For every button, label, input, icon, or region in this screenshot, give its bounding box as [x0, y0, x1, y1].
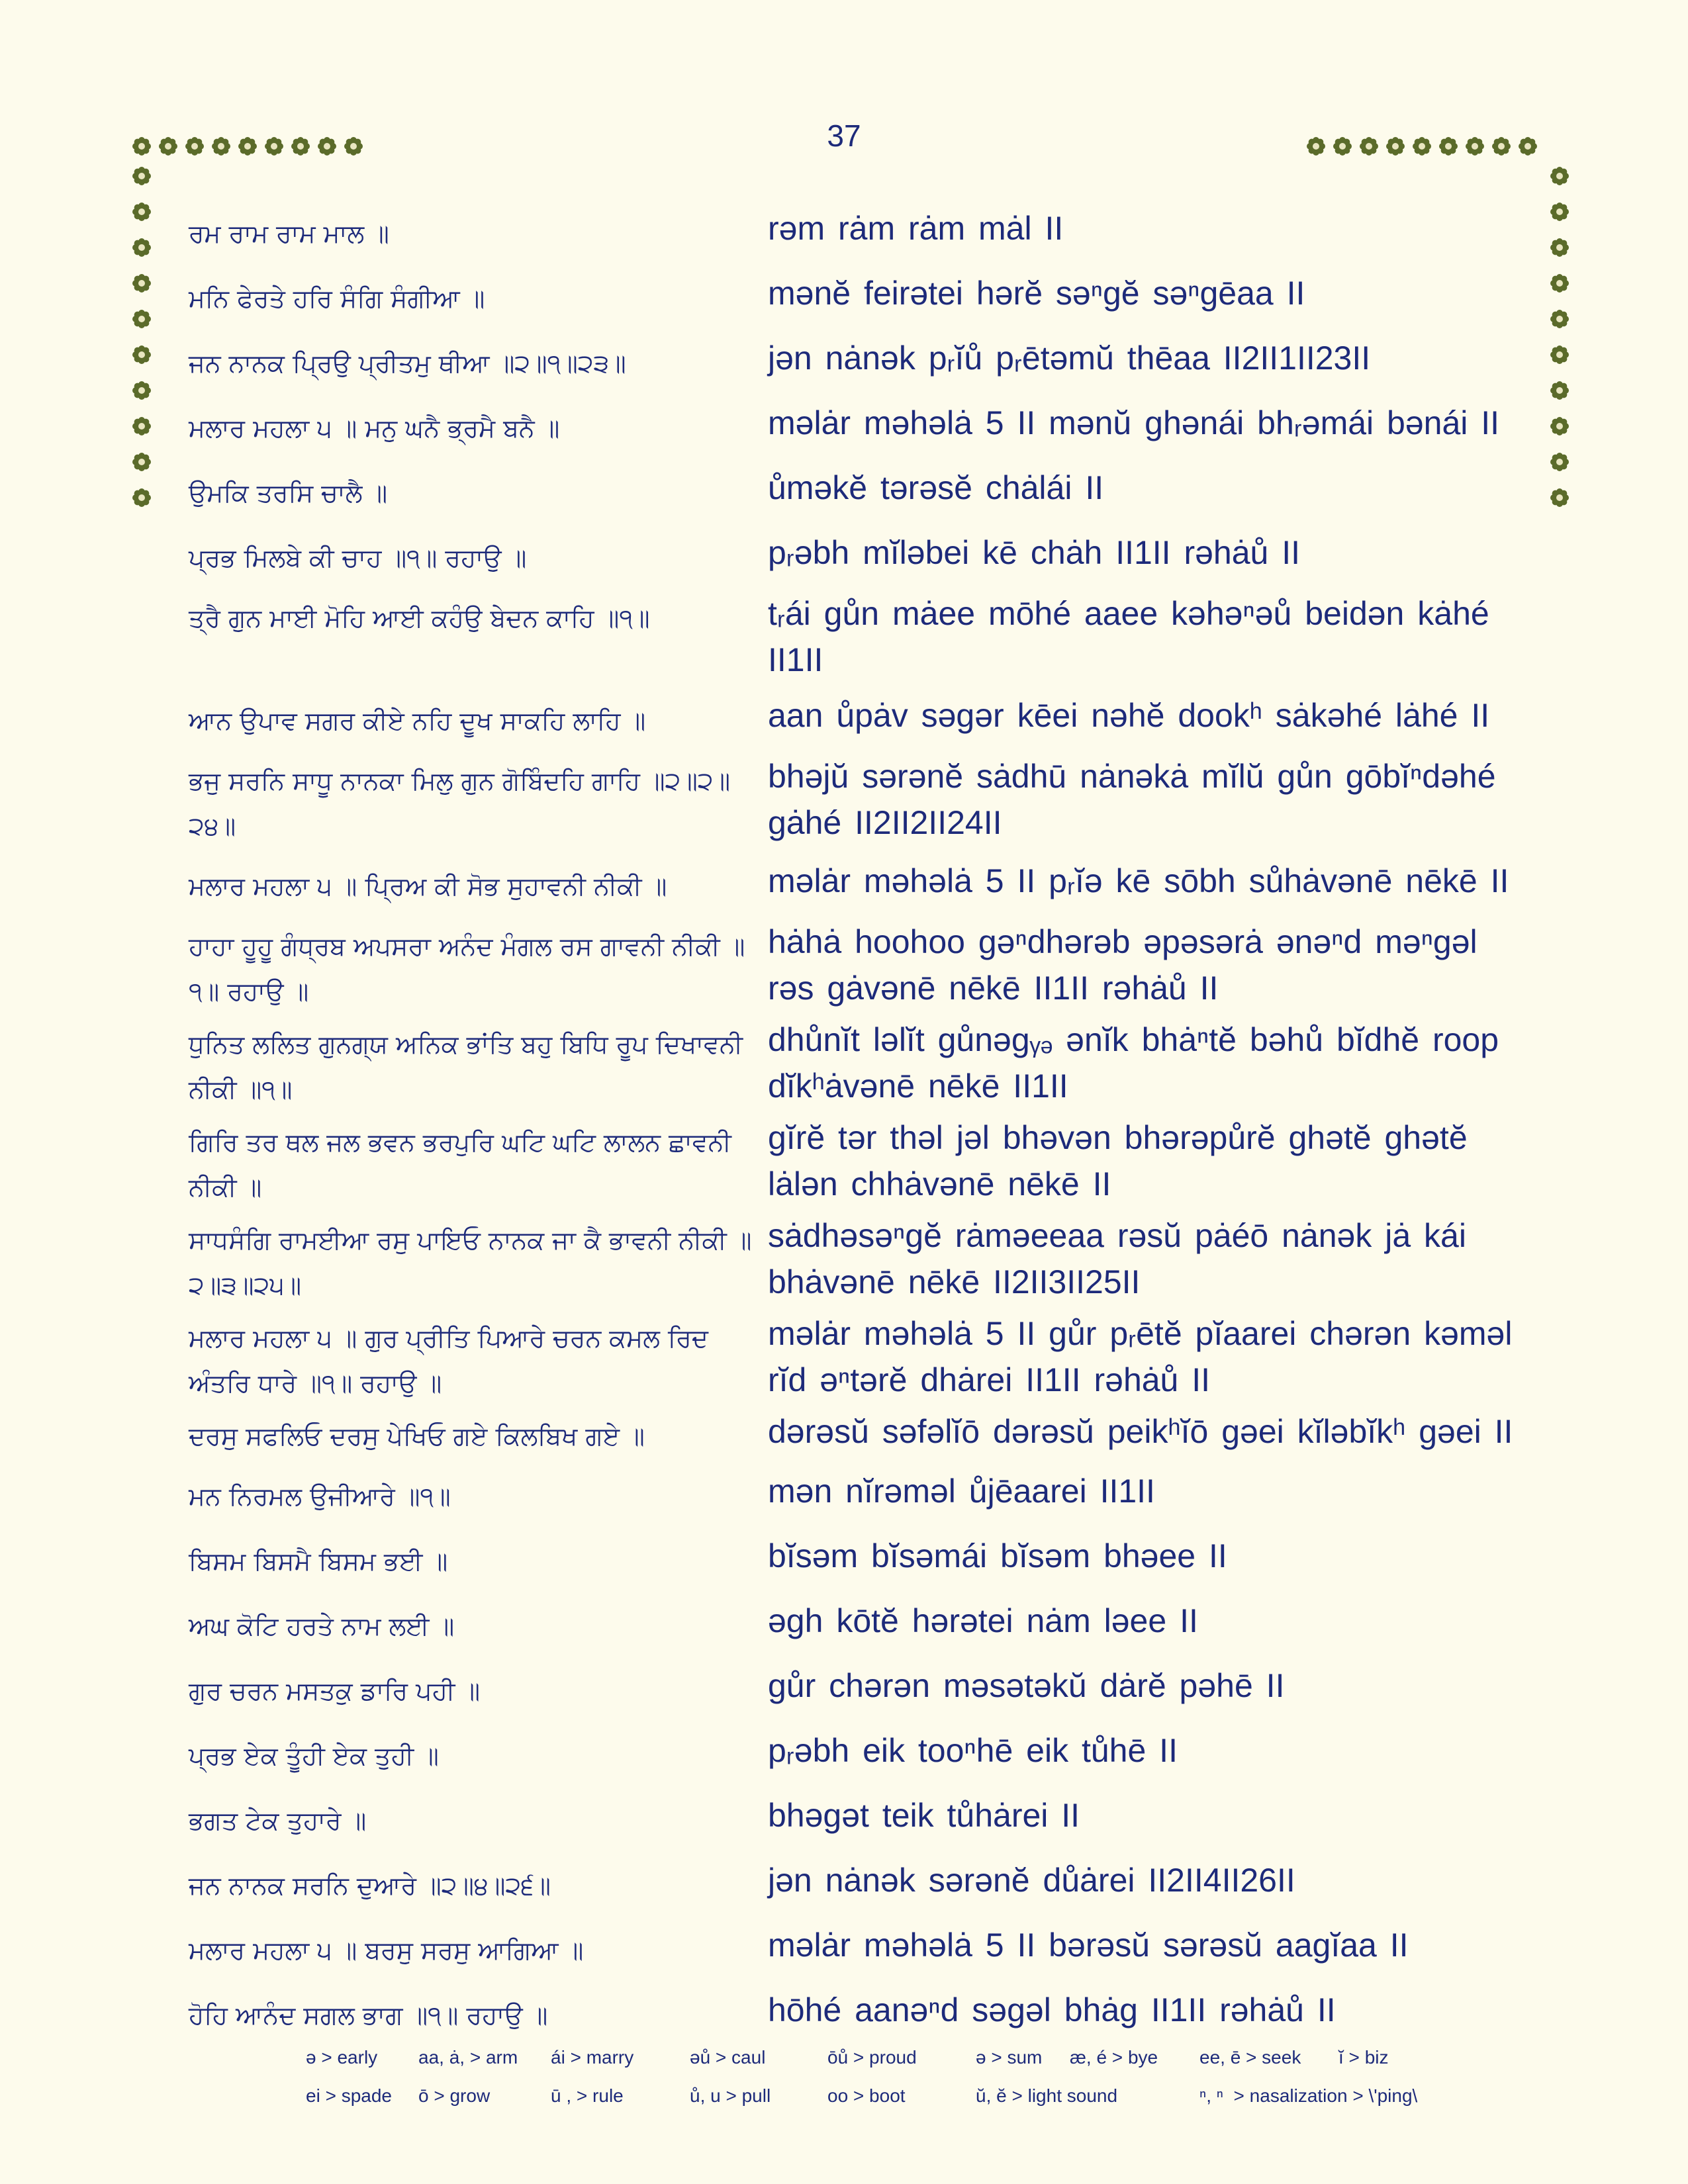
transliteration-text: mənĕ feirətei hərĕ səⁿgĕ səⁿgēaa II	[768, 275, 1305, 312]
transliteration-text: rəm rȧm rȧm mȧl II	[768, 210, 1064, 247]
verse-row	[189, 1212, 1526, 1308]
verse-row	[189, 851, 1526, 916]
verse-row	[189, 1310, 1526, 1406]
verse-row	[189, 1786, 1526, 1850]
flower-ornament-icon	[131, 201, 152, 222]
legend-row	[306, 2038, 1497, 2077]
verse-row	[189, 590, 1526, 683]
flower-ornament-icon	[131, 273, 152, 294]
verse-row	[189, 263, 1526, 328]
flower-ornament-icon	[1358, 136, 1380, 157]
verse-row	[189, 1980, 1526, 2045]
legend-item: æ, é > bye	[1070, 2047, 1158, 2068]
transliteration-text: gůr chərən məsətəkŭ dȧrĕ pəhē II	[768, 1667, 1285, 1704]
transliteration-text: gĭrĕ tər thəl jəl bhəvən bhərəpůrĕ ghətĕ ghətĕ lȧlən chhȧvənē nēkē II	[768, 1119, 1468, 1203]
gurmukhi-text: ਭਜੁ ਸਰਨਿ ਸਾਧੂ ਨਾਨਕਾ ਮਿਲੁ ਗੁਨ ਗੋਬਿੰਦਹਿ ਗਾਹਿ ॥੨॥੨॥੨੪॥	[189, 766, 731, 841]
transliteration-text: bhəgət teik tůhȧrei II	[768, 1797, 1080, 1834]
verse-row	[189, 1721, 1526, 1786]
gurmukhi-text: ਰਮ ਰਾਮ ਰਾਮ ਮਾਲ ॥	[189, 219, 389, 248]
gurmukhi-text: ਤ੍ਰੈ ਗੁਨ ਮਾਈ ਮੋਹਿ ਆਈ ਕਹੰਉ ਬੇਦਨ ਕਾਹਿ ॥੧॥	[189, 604, 650, 633]
transliteration-text: sȧdhəsəⁿgĕ rȧməeeaa rəsŭ pȧéō nȧnək jȧ kái bhȧvənē nēkē II2II3II25II	[768, 1217, 1466, 1300]
legend-item: ee, ē > seek	[1199, 2047, 1301, 2068]
transliteration-text: məlȧr məhəlȧ 5 II mənŭ ghənái bhᵣəmái bənái II	[768, 404, 1500, 441]
verse-row	[189, 1656, 1526, 1721]
legend-item: aa, ȧ, > arm	[418, 2047, 518, 2068]
gurmukhi-text: ਪ੍ਰਭ ਮਿਲਬੇ ਕੀ ਚਾਹ ॥੧॥ ਰਹਾਉ ॥	[189, 543, 527, 572]
verse-row	[189, 1591, 1526, 1656]
gurmukhi-text: ਮਲਾਰ ਮਹਲਾ ੫ ॥ ਗੁਰ ਪ੍ਰੀਤਿ ਪਿਆਰੇ ਚਰਨ ਕਮਲ ਰਿਦ ਅੰਤਰਿ ਧਾਰੇ ॥੧॥ ਰਹਾਉ ॥	[189, 1324, 708, 1398]
legend-item: ū , > rule	[551, 2085, 624, 2106]
flower-ornament-icon	[316, 136, 338, 157]
flower-ornament-icon	[237, 136, 258, 157]
flower-ornament-icon	[184, 136, 205, 157]
pronunciation-legend	[306, 2038, 1497, 2115]
flower-ornament-icon	[1549, 487, 1570, 508]
flower-ornament-icon	[1517, 136, 1538, 157]
verse-row	[189, 753, 1526, 848]
transliteration-text: dhůnĭt ləlĭt gůnəgᵧₔ ənĭk bhȧⁿtĕ bəhů bĭdhĕ roop dĭkʰȧvənē nēkē II1II	[768, 1021, 1499, 1105]
legend-item: ái > marry	[551, 2047, 634, 2068]
flower-ornament-icon	[131, 165, 152, 187]
legend-item: əů > caul	[690, 2047, 766, 2068]
legend-item: ə > sum	[976, 2047, 1043, 2068]
gurmukhi-text: ਗੁਰ ਚਰਨ ਮਸਤਕੁ ਡਾਰਿ ਪਹੀ ॥	[189, 1676, 481, 1706]
gurmukhi-text: ਆਨ ਉਪਾਵ ਸਗਰ ਕੀਏ ਨਹਿ ਦੂਖ ਸਾਕਹਿ ਲਾਹਿ ॥	[189, 706, 646, 735]
verse-row	[189, 393, 1526, 458]
left-flower-border	[131, 165, 152, 508]
gurmukhi-text: ਪ੍ਰਭ ਏਕ ਤੂੰਹੀ ਏਕ ਤੁਹੀ ॥	[189, 1741, 439, 1770]
gurmukhi-text: ਅਘ ਕੋਟਿ ਹਰਤੇ ਨਾਮ ਲਈ ॥	[189, 1612, 455, 1641]
transliteration-text: jən nȧnək pᵣĭů pᵣētəmŭ thēaa II2II1II23II	[768, 340, 1371, 377]
legend-item: oo > boot	[827, 2085, 906, 2106]
gurmukhi-text: ਉਮਕਿ ਤਰਸਿ ਚਾਲੈ ॥	[189, 478, 388, 508]
gurmukhi-text: ਹਾਹਾ ਹੂਹੂ ਗੰਧ੍ਰਬ ਅਪਸਰਾ ਅਨੰਦ ਮੰਗਲ ਰਸ ਗਾਵਨੀ ਨੀਕੀ ॥੧॥ ਰਹਾਉ ॥	[189, 932, 745, 1006]
flower-ornament-icon	[1549, 201, 1570, 222]
transliteration-text: pᵣəbh eik tooⁿhē eik tůhē II	[768, 1732, 1178, 1769]
flower-ornament-icon	[263, 136, 285, 157]
gurmukhi-text: ਮਲਾਰ ਮਹਲਾ ੫ ॥ ਬਰਸੁ ਸਰਸੁ ਆਗਿਆ ॥	[189, 1936, 584, 1965]
flower-ornament-icon	[1549, 416, 1570, 437]
flower-ornament-icon	[1549, 237, 1570, 258]
verse-row	[189, 199, 1526, 263]
flower-ornament-icon	[131, 308, 152, 330]
transliteration-text: məlȧr məhəlȧ 5 II pᵣĭə kē sōbh sůhȧvənē nēkē II	[768, 862, 1509, 899]
verse-row	[189, 328, 1526, 393]
transliteration-text: hȧhȧ hoohoo gəⁿdhərəb əpəsərȧ ənəⁿd məⁿgəl rəs gȧvənē nēkē II1II rəhȧů II	[768, 923, 1477, 1007]
gurmukhi-text: ਮਨਿ ਫੇਰਤੇ ਹਰਿ ਸੰਗਿ ਸੰਗੀਆ ॥	[189, 284, 485, 313]
gurmukhi-text: ਗਿਰਿ ਤਰ ਥਲ ਜਲ ਭਵਨ ਭਰਪੁਰਿ ਘਟਿ ਘਟਿ ਲਾਲਨ ਛਾਵਨੀ ਨੀਕੀ ॥	[189, 1128, 731, 1202]
flower-ornament-icon	[1549, 380, 1570, 401]
verse-row	[189, 1408, 1526, 1459]
transliteration-text: bĭsəm bĭsəmái bĭsəm bhəee II	[768, 1537, 1227, 1574]
gurmukhi-text: ਹੋਹਿ ਆਨੰਦ ਸਗਲ ਭਾਗ ॥੧॥ ਰਹਾਉ ॥	[189, 2001, 548, 2030]
transliteration-text: jən nȧnək sərənĕ důȧrei II2II4II26II	[768, 1862, 1295, 1899]
flower-ornament-icon	[1549, 344, 1570, 365]
flower-ornament-icon	[1491, 136, 1512, 157]
transliteration-text: ůməkĕ tərəsĕ chȧlái II	[768, 469, 1104, 506]
verse-row	[189, 919, 1526, 1014]
flower-ornament-icon	[1411, 136, 1432, 157]
verse-row	[189, 1526, 1526, 1591]
legend-item: ōů > proud	[827, 2047, 917, 2068]
flower-ornament-icon	[131, 237, 152, 258]
flower-ornament-icon	[1549, 273, 1570, 294]
flower-ornament-icon	[131, 451, 152, 473]
transliteration-text: məlȧr məhəlȧ 5 II gůr pᵣētĕ pĭaarei chərən kəməl rĭd əⁿtərĕ dhȧrei II1II rəhȧů II	[768, 1315, 1513, 1398]
transliteration-text: mən nĭrəməl ůjēaarei II1II	[768, 1473, 1155, 1510]
gurmukhi-text: ਮਲਾਰ ਮਹਲਾ ੫ ॥ ਮਨੁ ਘਨੈ ਭ੍ਰਮੈ ਬਨੈ ॥	[189, 414, 560, 443]
transliteration-text: bhəjŭ sərənĕ sȧdhū nȧnəkȧ mĭlŭ gůn gōbĭⁿdəhé gȧhé II2II2II24II	[768, 758, 1496, 841]
top-right-flower-border	[1305, 136, 1538, 157]
gurmukhi-text: ਬਿਸਮ ਬਿਸਮੈ ਬਿਸਮ ਭਈ ॥	[189, 1547, 448, 1576]
transliteration-text: tᵣái gůn mȧee mōhé aaee kəhəⁿəů beidən kȧhé II1II	[768, 595, 1489, 678]
flower-ornament-icon	[131, 136, 152, 157]
right-flower-border	[1549, 165, 1570, 508]
transliteration-text: əgh kōtĕ hərətei nȧm ləee II	[768, 1602, 1198, 1639]
flower-ornament-icon	[1385, 136, 1406, 157]
legend-item: ə > early	[306, 2047, 378, 2068]
verse-row	[189, 1850, 1526, 1915]
verse-row	[189, 523, 1526, 588]
flower-ornament-icon	[131, 487, 152, 508]
flower-ornament-icon	[131, 416, 152, 437]
flower-ornament-icon	[290, 136, 311, 157]
top-left-flower-border	[131, 136, 364, 157]
verse-row	[189, 1461, 1526, 1526]
flower-ornament-icon	[1438, 136, 1459, 157]
legend-item: ō > grow	[418, 2085, 491, 2106]
gurmukhi-text: ਜਨ ਨਾਨਕ ਸਰਨਿ ਦੁਆਰੇ ॥੨॥੪॥੨੬॥	[189, 1871, 551, 1900]
verse-row	[189, 1017, 1526, 1112]
flower-ornament-icon	[1464, 136, 1485, 157]
gurmukhi-text: ਮਨ ਨਿਰਮਲ ਉਜੀਆਰੇ ॥੧॥	[189, 1482, 451, 1511]
legend-item: ŭ, ĕ > light sound	[976, 2085, 1118, 2106]
flower-ornament-icon	[1549, 165, 1570, 187]
gurmukhi-text: ਦਰਸੁ ਸਫਲਿਓ ਦਰਸੁ ਪੇਖਿਓ ਗਏ ਕਿਲਬਿਖ ਗਏ ॥	[189, 1422, 645, 1451]
gurmukhi-text: ਜਨ ਨਾਨਕ ਪ੍ਰਿਉ ਪ੍ਰੀਤਮੁ ਥੀਆ ॥੨॥੧॥੨੩॥	[189, 349, 626, 378]
verse-row	[189, 1915, 1526, 1980]
legend-item: ei > spade	[306, 2085, 392, 2106]
transliteration-text: aan ůpȧv səgər kēei nəhĕ dookʰ sȧkəhé lȧhé II	[768, 697, 1490, 734]
gurmukhi-text: ਭਗਤ ਟੇਕ ਤੁਹਾਰੇ ॥	[189, 1806, 367, 1835]
transliteration-text: pᵣəbh mĭləbei kē chȧh II1II rəhȧů II	[768, 534, 1301, 571]
transliteration-text: dərəsŭ səfəlĭō dərəsŭ peikʰĭō gəei kĭləbĭkʰ gəei II	[768, 1413, 1513, 1450]
flower-ornament-icon	[131, 380, 152, 401]
page-number: 37	[827, 118, 861, 153]
gurmukhi-text: ਮਲਾਰ ਮਹਲਾ ੫ ॥ ਪ੍ਰਿਅ ਕੀ ਸੋਭ ਸੁਹਾਵਨੀ ਨੀਕੀ ॥	[189, 872, 667, 901]
flower-ornament-icon	[131, 344, 152, 365]
flower-ornament-icon	[343, 136, 364, 157]
gurmukhi-text: ਸਾਧਸੰਗਿ ਰਾਮਈਆ ਰਸੁ ਪਾਇਓ ਨਾਨਕ ਜਾ ਕੈ ਭਾਵਨੀ ਨੀਕੀ ॥੨॥੩॥੨੫॥	[189, 1226, 752, 1300]
flower-ornament-icon	[211, 136, 232, 157]
gurmukhi-text: ਧੁਨਿਤ ਲਲਿਤ ਗੁਨਗ੍ਯ ਅਨਿਕ ਭਾਂਤਿ ਬਹੁ ਬਿਧਿ ਰੂਪ ਦਿਖਾਵਨੀ ਨੀਕੀ ॥੧॥	[189, 1030, 743, 1104]
flower-ornament-icon	[158, 136, 179, 157]
flower-ornament-icon	[1332, 136, 1353, 157]
flower-ornament-icon	[1305, 136, 1327, 157]
transliteration-text: məlȧr məhəlȧ 5 II bərəsŭ sərəsŭ aagĭaa II	[768, 1927, 1409, 1964]
transliteration-text: hōhé aanəⁿd səgəl bhȧg II1II rəhȧů II	[768, 1991, 1336, 2028]
legend-row	[306, 2077, 1497, 2115]
verse-row	[189, 1115, 1526, 1210]
verse-row	[189, 686, 1526, 751]
legend-item: ů, u > pull	[690, 2085, 771, 2106]
verse-table	[189, 199, 1526, 2045]
flower-ornament-icon	[1549, 308, 1570, 330]
legend-item: ⁿ, ⁿ > nasalization > \'ping\	[1199, 2085, 1418, 2106]
legend-item: ĭ > biz	[1338, 2047, 1389, 2068]
flower-ornament-icon	[1549, 451, 1570, 473]
verse-row	[189, 458, 1526, 523]
